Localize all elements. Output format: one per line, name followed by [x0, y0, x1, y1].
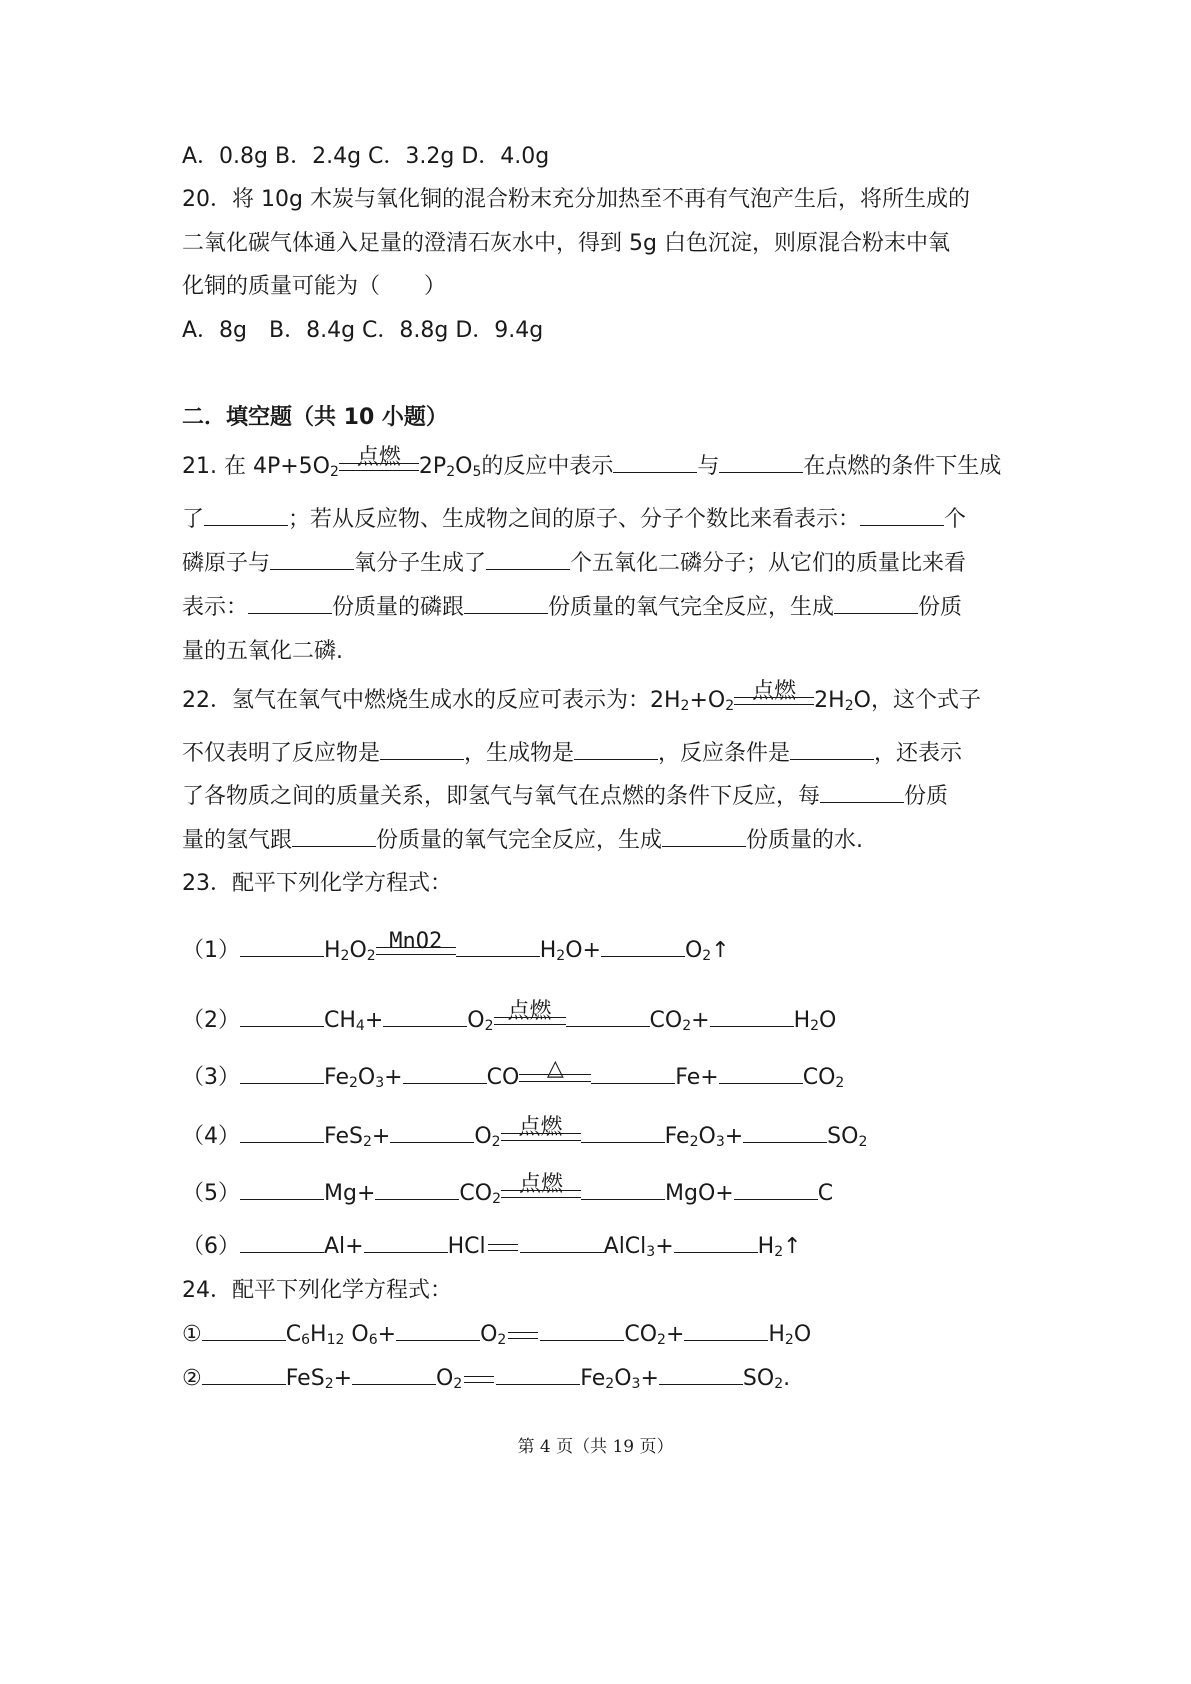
q22-l2a: 不仅表明了反应物是 — [182, 741, 381, 766]
q23-eq-4: （4） $FeS_2+ O_2$ 点燃 $Fe_2O_3+ SO_2$ — [182, 1115, 868, 1150]
q22-l4b: 份质量的氧气完全反应，生成 — [376, 828, 663, 853]
q23-4-blank-d[interactable] — [743, 1122, 827, 1143]
q23-3-blank-c[interactable] — [591, 1063, 675, 1084]
q23-1-cond-text: MnO2 — [389, 929, 443, 954]
q23-num-6: （6） — [182, 1234, 240, 1259]
q21-blank-5[interactable] — [270, 549, 354, 570]
q21-l2a: 了 — [182, 507, 205, 532]
q22-l4a: 量的氢气跟 — [182, 828, 293, 853]
q23-3-condition — [519, 1056, 591, 1093]
q22-tail: ，这个式子 — [870, 688, 981, 713]
q23-eq-3: （3） $Fe_2O_3+$ CO △ $Fe+ CO_2$ — [182, 1056, 845, 1091]
q23-5-blank-d[interactable] — [734, 1179, 818, 1200]
q23-4-condition — [501, 1115, 581, 1152]
q23-eq-6: （6） Al+ HCl AlCl$_3$+ $H_2↑$ — [182, 1234, 802, 1260]
q22-blank-3[interactable] — [790, 739, 874, 760]
equals-sign — [508, 1332, 538, 1339]
q21-l2c: 个 — [944, 507, 967, 532]
q20-line2 — [182, 229, 1020, 259]
q23-3-blank-b[interactable] — [403, 1063, 487, 1084]
q24-title: 24．配平下列化学方程式： — [182, 1278, 452, 1303]
q21-tail: 在点燃的条件下生成 — [803, 454, 1002, 479]
q24-1-blank-b[interactable] — [396, 1320, 480, 1341]
q21-reaction-condition — [339, 445, 419, 482]
q21-line2 — [182, 505, 966, 535]
q22-cond-text: 点燃 — [752, 679, 797, 704]
q21-line1: 21. 在 $4P+5O_2$ 点燃 $2P_2O_5$的反应中表示 与 在点燃的条件下生成 — [182, 445, 1002, 480]
q22-l2b: ，生成物是 — [464, 741, 575, 766]
q21-blank-1[interactable] — [613, 452, 697, 473]
q23-title: 23．配平下列化学方程式： — [182, 871, 452, 896]
q23-1-blank-c[interactable] — [601, 936, 685, 957]
q21-product: $2P_2O_5$ — [418, 454, 482, 480]
q22-reaction-condition — [734, 679, 814, 716]
q21-blank-8[interactable] — [464, 593, 548, 614]
q23-1-blank-a[interactable] — [240, 936, 324, 957]
q21-blank-2[interactable] — [719, 452, 803, 473]
q24-1-blank-d[interactable] — [684, 1320, 768, 1341]
q21-blank-9[interactable] — [834, 593, 918, 614]
q23-num-2: （2） — [182, 1008, 240, 1033]
q23-5-cond-text: 点燃 — [518, 1172, 563, 1197]
q24-2-blank-b[interactable] — [352, 1364, 436, 1385]
q21-l2b: ；若从反应物、生成物之间的原子、分子个数比来看表示： — [288, 507, 861, 532]
q23-num-3: （3） — [182, 1065, 240, 1090]
q21-l4b: 份质量的磷跟 — [332, 595, 465, 620]
q22-line2 — [182, 739, 962, 769]
q23-1-condition — [376, 929, 456, 966]
q20-options: A．8g B．8.4g C．8.8g D．9.4g — [182, 318, 544, 343]
q23-eq-2: （2） $CH_4+ O_2$ 点燃 $CO_2+ H_2O$ — [182, 999, 837, 1034]
q21-blank-3[interactable] — [204, 505, 288, 526]
q23-5-blank-a[interactable] — [240, 1179, 324, 1200]
q22-blank-5[interactable] — [292, 826, 376, 847]
section-title: 二．填空题（共 10 小题） — [182, 405, 448, 430]
q23-2-condition — [494, 999, 566, 1036]
equals-sign — [464, 1376, 494, 1383]
q21-l3a: 磷原子与 — [182, 551, 271, 576]
equals-sign — [488, 1244, 518, 1251]
q22-l3a: 了各物质之间的质量关系，即氢气与氧气在点燃的条件下反应，每 — [182, 784, 821, 809]
q21-line5: 量的五氧化二磷. — [182, 639, 343, 664]
q20-line3: 化铜的质量可能为（ ） — [182, 274, 447, 299]
q21-blank-7[interactable] — [248, 593, 332, 614]
q23-4-blank-b[interactable] — [390, 1122, 474, 1143]
q21-blank-6[interactable] — [486, 549, 570, 570]
q23-eq-1: （1） $H_2O_2$ MnO2 $H_2O+$ $O_2↑$ — [182, 929, 730, 964]
q23-4-blank-c[interactable] — [581, 1122, 665, 1143]
q22-line4 — [182, 826, 863, 856]
q24-eq-2: ② $FeS_2+ O_2$ $Fe_2O_3+ SO_2$. — [182, 1366, 791, 1392]
q22-prefix: 22．氢气在氧气中燃烧生成水的反应可表示为：2H — [182, 688, 681, 713]
q21-line4 — [182, 593, 962, 623]
q22-l4c: 份质量的水. — [746, 828, 864, 853]
q24-eq-1: ① $C_6H_{12}$ $O_6+ O_2$ $CO_2+ H_2O$ — [182, 1322, 812, 1348]
q23-5-blank-c[interactable] — [581, 1179, 665, 1200]
q23-2-blank-b[interactable] — [383, 1006, 467, 1027]
q21-l3c: 个五氧化二磷分子；从它们的质量比来看 — [570, 551, 967, 576]
q23-3-blank-d[interactable] — [719, 1063, 803, 1084]
q23-3-cond-text: △ — [546, 1056, 564, 1081]
q22-line1: 22．氢气在氧气中燃烧生成水的反应可表示为：$2H_2+O_2$ 点燃 $2H_2O$，这个式子 — [182, 679, 981, 714]
q19-options: A．0.8g B．2.4g C．3.2g D．4.0g — [182, 144, 550, 169]
q23-2-blank-d[interactable] — [710, 1006, 794, 1027]
q20-text-1: 20．将 10g 木炭与氧化铜的混合粉末充分加热至不再有气泡产生后，将所生成的 — [182, 187, 970, 212]
q21-with: 与 — [697, 454, 720, 479]
q23-4-cond-text: 点燃 — [518, 1115, 563, 1140]
q22-l2c: ，反应条件是 — [658, 741, 791, 766]
q23-2-blank-c[interactable] — [566, 1006, 650, 1027]
q24-1-blank-a[interactable] — [202, 1320, 286, 1341]
q20-line1 — [182, 185, 1020, 215]
q21-l3b: 氧分子生成了 — [354, 551, 487, 576]
q23-eq-5: （5） $Mg+ CO_2$ 点燃 MgO+ C — [182, 1172, 834, 1207]
q22-line3 — [182, 782, 948, 812]
page-footer: 第 4 页（共 19 页） — [517, 1437, 674, 1457]
q21-cond-text: 点燃 — [356, 445, 401, 470]
q24-num-2: ② — [182, 1366, 202, 1391]
q24-2-blank-a[interactable] — [202, 1364, 286, 1385]
q23-6-blank-c[interactable] — [520, 1232, 604, 1253]
q21-after: 的反应中表示 — [481, 454, 614, 479]
q23-3-blank-a[interactable] — [240, 1063, 324, 1084]
q23-num-4: （4） — [182, 1124, 240, 1149]
q23-6-blank-b[interactable] — [364, 1232, 448, 1253]
q23-6-blank-d[interactable] — [674, 1232, 758, 1253]
q23-4-blank-a[interactable] — [240, 1122, 324, 1143]
q23-5-blank-b[interactable] — [375, 1179, 459, 1200]
q22-blank-4[interactable] — [820, 782, 904, 803]
q22-blank-6[interactable] — [662, 826, 746, 847]
q21-line3 — [182, 549, 966, 579]
q22-l2d: ，还表示 — [874, 741, 963, 766]
q23-6-blank-a[interactable] — [240, 1232, 324, 1253]
q23-2-blank-a[interactable] — [240, 1006, 324, 1027]
q21-blank-4[interactable] — [860, 505, 944, 526]
q23-1-blank-b[interactable] — [456, 936, 540, 957]
q22-blank-1[interactable] — [380, 739, 464, 760]
q22-blank-2[interactable] — [574, 739, 658, 760]
q24-1-blank-c[interactable] — [540, 1320, 624, 1341]
q23-num-5: （5） — [182, 1181, 240, 1206]
q22-product: $2H_2O$ — [814, 688, 871, 714]
q21-l4a: 表示： — [182, 595, 249, 620]
q22-l3b: 份质 — [904, 784, 949, 809]
q24-num-1: ① — [182, 1322, 202, 1347]
q24-2-blank-d[interactable] — [659, 1364, 743, 1385]
q20-text-2: 二氧化碳气体通入足量的澄清石灰水中，得到 5g 白色沉淀，则原混合粉末中氧 — [182, 231, 950, 256]
q21-l4d: 份质 — [918, 595, 963, 620]
q23-5-condition — [501, 1172, 581, 1209]
q21-l4c: 份质量的氧气完全反应，生成 — [548, 595, 835, 620]
q24-2-blank-c[interactable] — [496, 1364, 580, 1385]
q21-prefix: 21. 在 4P+5O — [182, 454, 330, 479]
q23-2-cond-text: 点燃 — [507, 999, 552, 1024]
q23-num-1: （1） — [182, 938, 240, 963]
